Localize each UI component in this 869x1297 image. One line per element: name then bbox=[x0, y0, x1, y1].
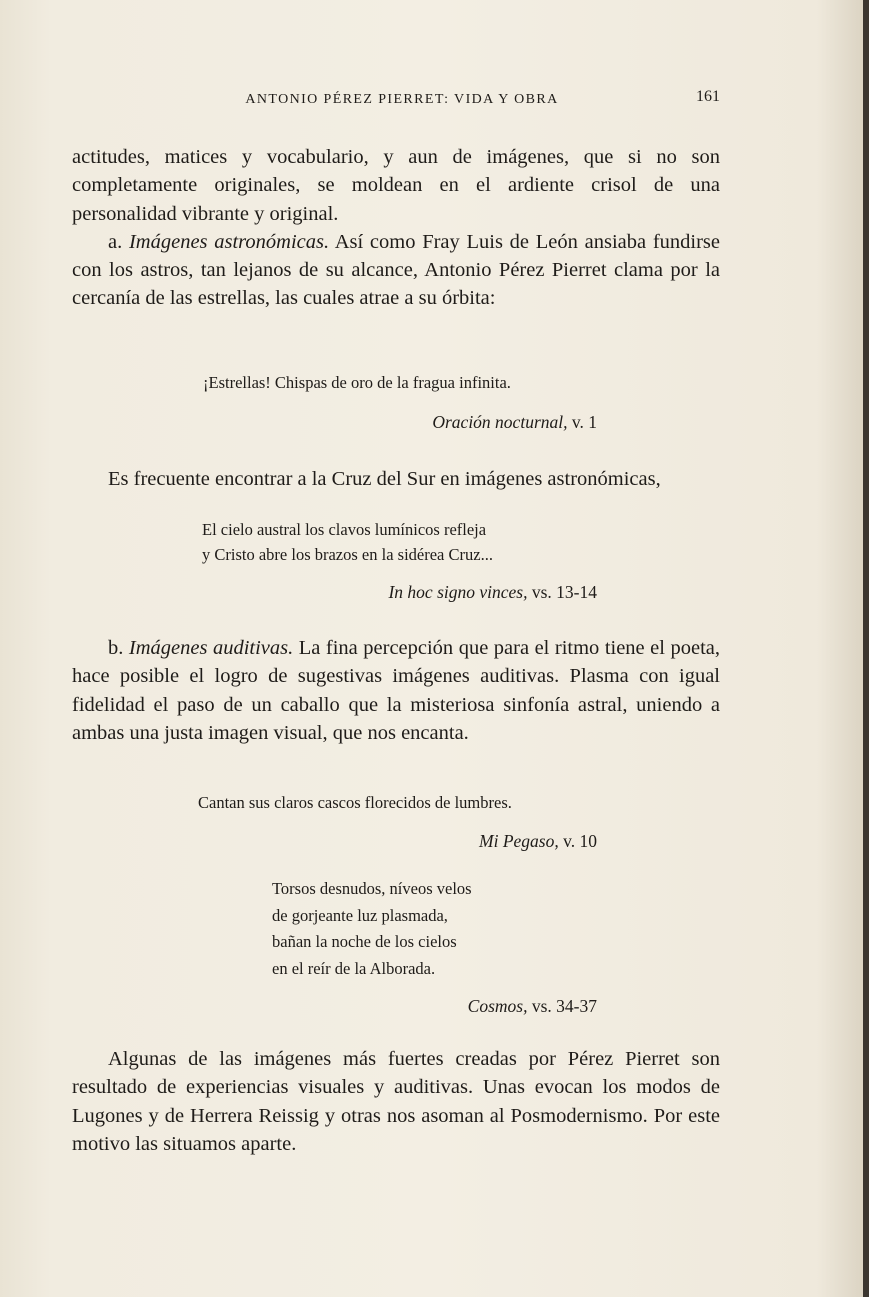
quote-verse-2 bbox=[202, 517, 493, 567]
verse-line: Torsos desnudos, níveos velos bbox=[272, 879, 472, 898]
quote-citation-2 bbox=[388, 582, 597, 603]
quote-citation-4 bbox=[468, 996, 597, 1017]
citation-work-4: Cosmos, bbox=[467, 996, 528, 1016]
paragraph-cruz-del-sur: Es frecuente encontrar a la Cruz del Sur en imágenes astronómicas, bbox=[108, 468, 661, 490]
citation-work-2: In hoc signo vinces, bbox=[388, 582, 528, 602]
verse-line: y Cristo abre los brazos en la sidérea Cruz... bbox=[202, 545, 493, 564]
quote-citation-3 bbox=[479, 831, 597, 852]
quote-verse-3: Cantan sus claros cascos florecidos de lumbres. bbox=[198, 793, 512, 812]
verse-line: en el reír de la Alborada. bbox=[272, 958, 436, 978]
running-title: ANTONIO PÉREZ PIERRET: VIDA Y OBRA bbox=[245, 92, 559, 107]
paragraph-auditory-text: La fina percepción que para el ritmo tiene el poeta, hace posible el logro de sugestivas imágenes auditivas. Plasma con igual fidelidad el paso de un caballo que la misteriosa sinfonía astral, uniendo a ambas una justa imagen visual, que nos encanta. bbox=[72, 637, 720, 744]
paragraph-closing: Algunas de las imágenes más fuertes creadas por Pérez Pierret son resultado de experiencias visuales y auditivas. Unas evocan los modos de Lugones y de Herrera Reissig y otras nos asoman al Posmodernismo. Por este motivo las situamos aparte. bbox=[72, 1048, 720, 1155]
item-marker-b: b. bbox=[108, 637, 124, 659]
citation-ref-4: vs. 34-37 bbox=[527, 996, 597, 1016]
citation-work-1: Oración nocturnal, bbox=[432, 412, 568, 432]
running-head bbox=[72, 88, 720, 116]
section-label-astronomical: Imágenes astronómicas. bbox=[128, 230, 330, 253]
citation-work-3: Mi Pegaso, bbox=[479, 831, 559, 851]
citation-ref-2: vs. 13-14 bbox=[527, 582, 597, 602]
paragraph-intro bbox=[72, 143, 720, 313]
quote-verse-1: ¡Estrellas! Chispas de oro de la fragua infinita. bbox=[203, 373, 511, 392]
page-number: 161 bbox=[696, 88, 720, 105]
paragraph-auditory bbox=[72, 634, 720, 747]
quote-verse-4 bbox=[272, 876, 472, 982]
paragraph-astronomical bbox=[72, 228, 720, 313]
paragraph-intro-text: actitudes, matices y vocabulario, y aun de imágenes, que si no son completamente originales, se moldean en el ardiente crisol de una personalidad vibrante y original. bbox=[72, 146, 720, 225]
verse-line: bañan la noche de los cielos bbox=[272, 932, 457, 951]
section-label-auditory: Imágenes auditivas. bbox=[128, 637, 294, 659]
citation-ref-3: v. 10 bbox=[558, 831, 597, 851]
verse-line: de gorjeante luz plasmada, bbox=[272, 905, 448, 925]
quote-citation-1 bbox=[432, 412, 597, 433]
verse-line: El cielo austral los clavos lumínicos refleja bbox=[202, 520, 487, 539]
paragraph-astronomical-text: Así como Fray Luis de León ansiaba fundirse con los astros, tan lejanos de su alcance, Antonio Pérez Pierret clama por la cercanía de las estrellas, las cuales atrae a su órbita: bbox=[72, 230, 721, 310]
citation-ref-1: v. 1 bbox=[567, 412, 597, 432]
item-marker-a: a. bbox=[108, 230, 123, 253]
